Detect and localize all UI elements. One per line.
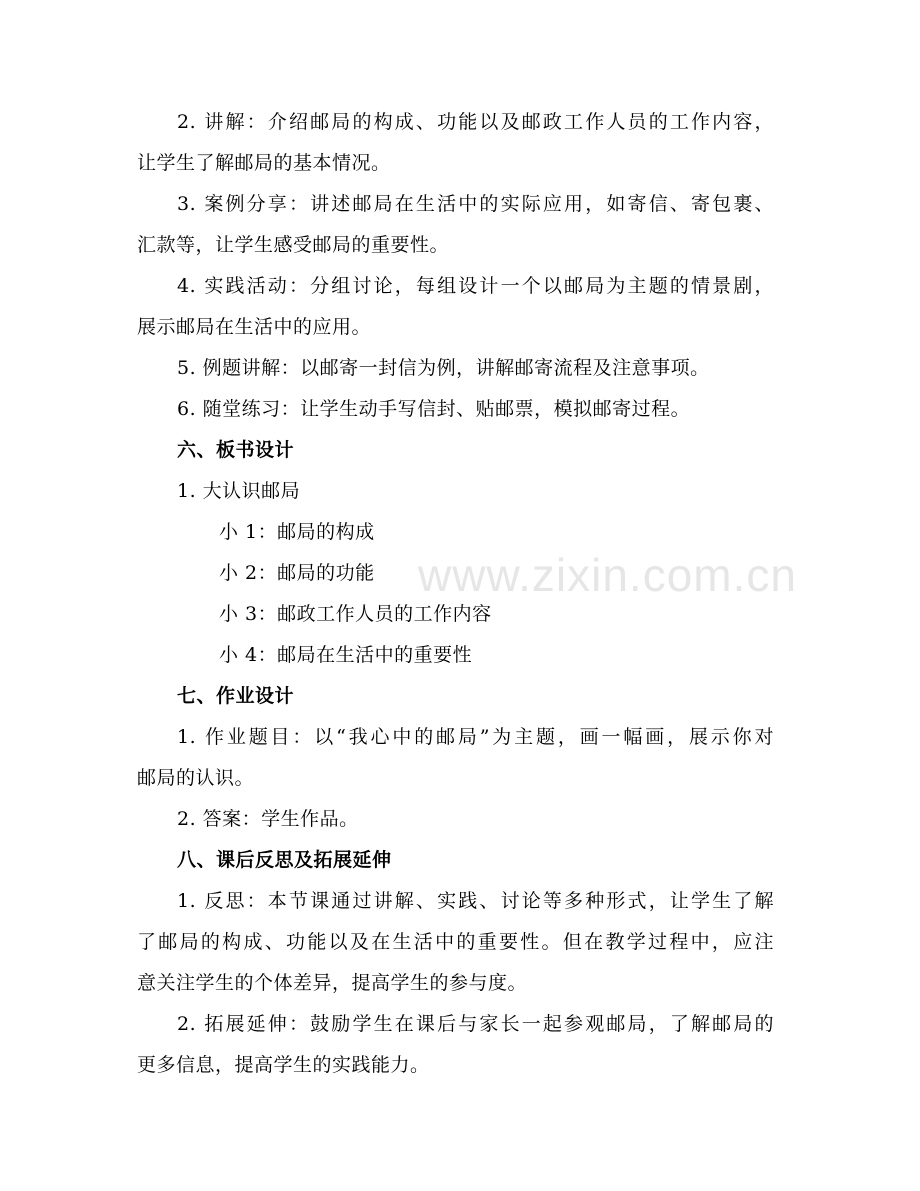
paragraph-line: 意关注学生的个体差异，提高学生的参与度。 bbox=[137, 972, 528, 994]
paragraph-line: 更多信息，提高学生的实践能力。 bbox=[137, 1054, 430, 1076]
board-item: 小 1：邮局的构成 bbox=[219, 521, 375, 543]
paragraph-line: 6. 随堂练习：让学生动手写信封、贴邮票，模拟邮寄过程。 bbox=[177, 398, 691, 420]
paragraph-line: 3. 案例分享：讲述邮局在生活中的实际应用，如寄信、寄包裹、 bbox=[177, 193, 774, 215]
board-item: 小 2：邮局的功能 bbox=[219, 562, 375, 584]
board-item: 小 4：邮局在生活中的重要性 bbox=[219, 644, 473, 666]
board-item: 小 3：邮政工作人员的工作内容 bbox=[219, 603, 492, 625]
section-heading: 七、作业设计 bbox=[177, 685, 295, 707]
paragraph-line: 邮局的认识。 bbox=[137, 767, 255, 789]
section-heading: 六、板书设计 bbox=[177, 439, 295, 461]
watermark: www.zixin.com.cn bbox=[418, 549, 797, 601]
section-heading: 八、课后反思及拓展延伸 bbox=[177, 849, 392, 871]
paragraph-line: 展示邮局在生活中的应用。 bbox=[137, 316, 372, 338]
paragraph-line: 1. 反思：本节课通过讲解、实践、讨论等多种形式，让学生了解 bbox=[177, 890, 774, 912]
paragraph-line: 2. 拓展延伸：鼓励学生在课后与家长一起参观邮局，了解邮局的 bbox=[177, 1013, 774, 1035]
paragraph-line: 2. 答案：学生作品。 bbox=[177, 808, 359, 830]
paragraph-line: 2. 讲解：介绍邮局的构成、功能以及邮政工作人员的工作内容， bbox=[177, 111, 774, 133]
board-title: 1. 大认识邮局 bbox=[177, 480, 301, 502]
paragraph-line: 了邮局的构成、功能以及在生活中的重要性。但在教学过程中，应注 bbox=[137, 931, 774, 953]
paragraph-line: 5. 例题讲解：以邮寄一封信为例，讲解邮寄流程及注意事项。 bbox=[177, 357, 710, 379]
paragraph-line: 让学生了解邮局的基本情况。 bbox=[137, 152, 391, 174]
paragraph-line: 汇款等，让学生感受邮局的重要性。 bbox=[137, 234, 450, 256]
paragraph-line: 4. 实践活动：分组讨论，每组设计一个以邮局为主题的情景剧， bbox=[177, 275, 774, 297]
paragraph-line: 1. 作业题目：以“我心中的邮局”为主题，画一幅画，展示你对 bbox=[177, 726, 774, 748]
